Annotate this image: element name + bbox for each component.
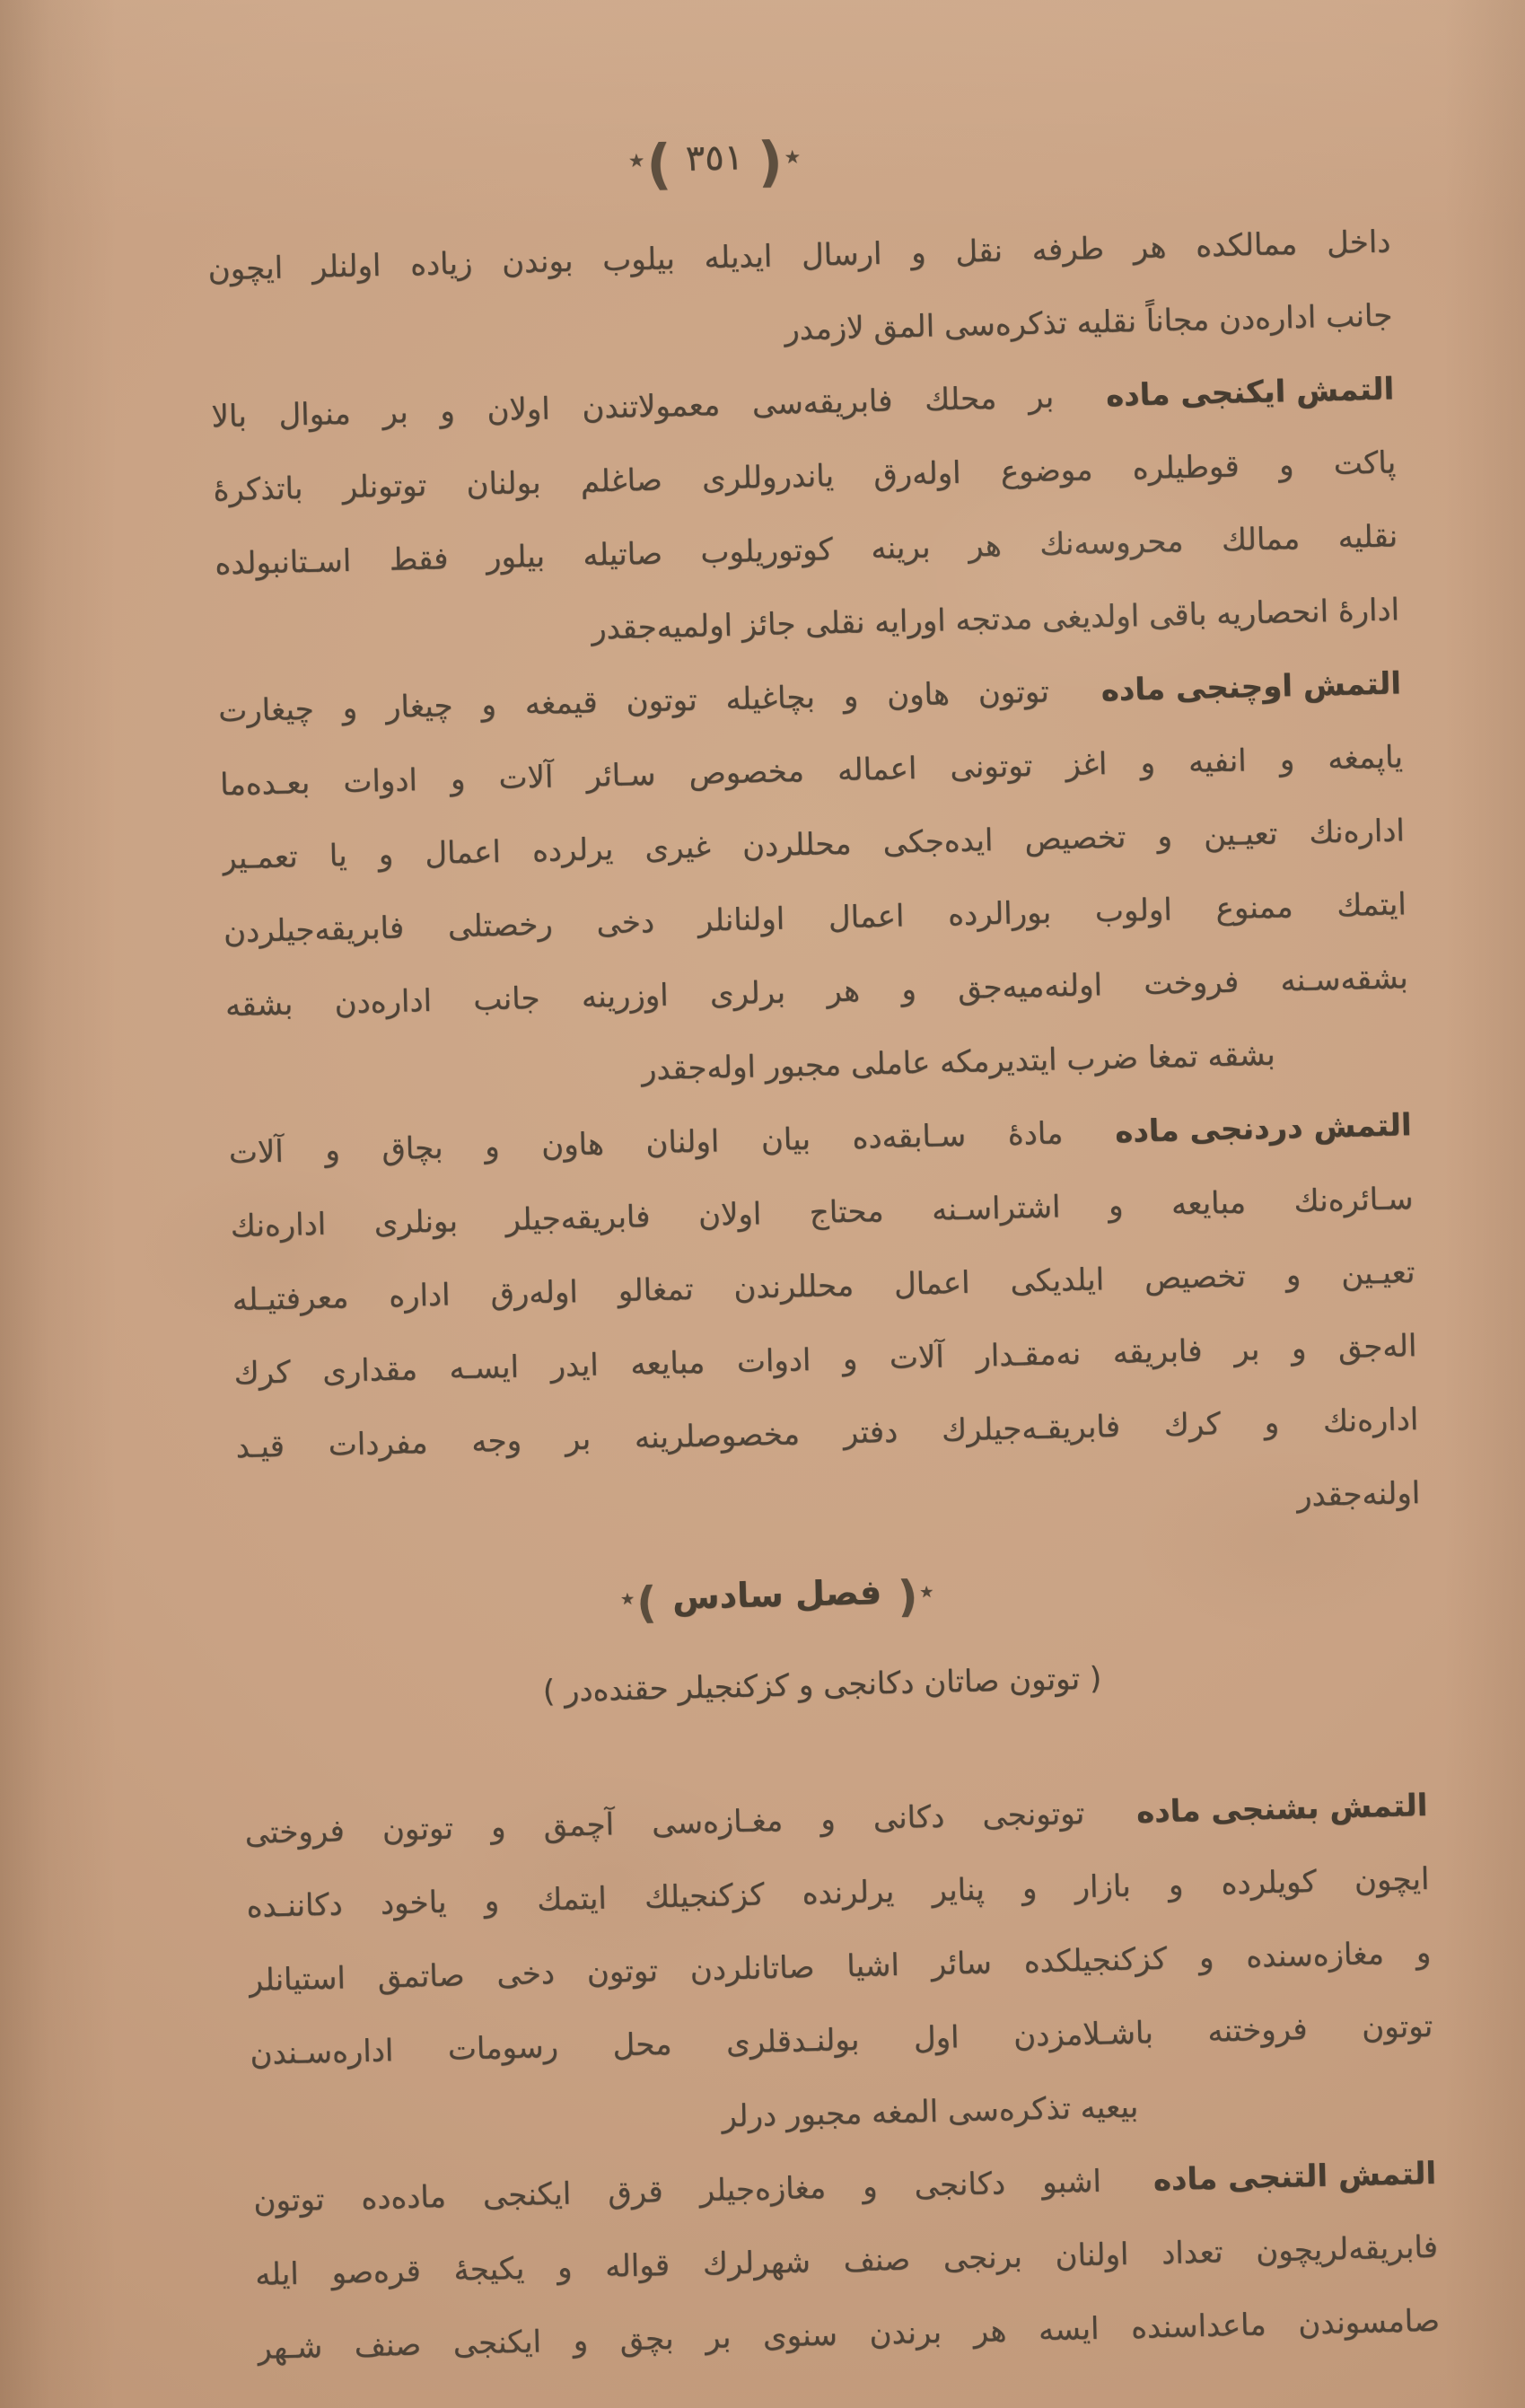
rosette-glyph: ٭ [619, 1582, 635, 1614]
text-line: و مغازه‌سنده و كزكنجیلكده سائر اشیا صاتانلردن توتون دخی صاتمق استیانلر [248, 1934, 1432, 1999]
text-line: بشقه تمغا ضرب ایتدیرمكه عاملی مجبور اوله‌جقدر [641, 1036, 1276, 1088]
text-line: داخل ممالكده هر طرفه نقل و ارسال ایدیله بیلوب بوندن زیاده اولنلر ایچون [207, 224, 1391, 288]
page-content [205, 110, 1441, 2385]
text-line: ایتمك ممنوع اولوب بورالرده اعمال اولنانلر دخی رخصتلی فابریقه‌جیلردن [223, 886, 1407, 951]
floral-ornament-left-icon [895, 1566, 934, 1622]
text-line: یاپمغه و انفیه و اغز توتونی اعماله مخصوص سـائر آلات و ادوات بعـده‌ما [219, 739, 1404, 804]
text-line: پاكت و قوطیلره موضوع اوله‌رق یاندروللری صاغلم بولنان توتونلر باتذكرهٔ [212, 444, 1397, 509]
article-label: التمش ایكنجی ماده [1105, 371, 1395, 414]
text-line: فابریقه‌لریچون تعداد اولنان برنجی صنف شهرلرك قواله و یكیجهٔ قره‌صو ایله [254, 2228, 1439, 2293]
article-label: التمش بشنجی ماده [1135, 1787, 1428, 1831]
article-body: توتون هاون و بچاغیله توتون قیمغه و چیغار و چیغارت [217, 673, 1050, 730]
floral-ornament-right-icon [627, 127, 674, 197]
curl-glyph: ( [757, 130, 784, 195]
curl-glyph: ) [635, 1578, 657, 1629]
text-line: اداره‌نك و كرك فابریقـه‌جیلرك دفتر مخصوصلرینه بر وجه مفردات قیـد [235, 1402, 1419, 1466]
page-number-header [122, 112, 1306, 205]
article-body: توتونجی دكانی و مغـازه‌سی آچمق و توتون فروختی [244, 1795, 1085, 1851]
rosette-glyph: ٭ [918, 1575, 934, 1607]
text-line: اله‌جق و بر فابریقه نه‌مقـدار آلات و ادوات مبایعه ایدر ایسـه مقداری كرك [233, 1328, 1417, 1393]
text-line: توتون فروختنه باشـلامزدن اول بولنـدقلری محل رسومات اداره‌سـندن [250, 2008, 1433, 2072]
page-number: ٣٥١ [685, 136, 744, 180]
text-line: بیعیه تذكره‌سی المغه مجبور درلر [721, 2088, 1139, 2135]
rosette-glyph: ٭ [784, 137, 802, 175]
curl-glyph: ) [645, 133, 672, 197]
article-label: التمش اوچنجی ماده [1100, 665, 1402, 709]
text-line: ایچون كویلرده و بازار و پنایر یرلرنده كزكنجیلك ایتمك و یاخود دكاننـده [246, 1860, 1430, 1925]
section-heading-text: فصل سادس [671, 1572, 882, 1617]
text-line: جانب اداره‌دن مجاناً نقلیه تذكره‌سی المق لازمدر [784, 297, 1393, 348]
section-heading [185, 1542, 1370, 1647]
section-subtitle: ( توتون صاتان دكانجی و كزكنجیلر حقنده‌در ) [542, 1660, 1102, 1710]
text-line: اولنه‌جقدر [1296, 1475, 1421, 1515]
text-line: تعیـین و تخصیص ایلدیكی اعمال محللرندن تمغالو اوله‌رق اداره معرفتیـله [232, 1254, 1415, 1319]
text-line: سـائره‌نك مبایعه و اشتراسـنه محتاج اولان فابریقه‌جیلر بونلری اداره‌نك [230, 1181, 1414, 1245]
text-line: نقلیه ممالك محروسه‌نك هر برینه كوتوریلوب صاتیله بیلور فقط اسـتانبولده [214, 518, 1398, 583]
article-label: التمش التنجی ماده [1153, 2155, 1437, 2199]
article-body: بر محلك فابریقه‌سی معمولاتندن اولان و بر منوال بالا [211, 379, 1055, 435]
floral-ornament-right-icon [619, 1572, 659, 1629]
rosette-glyph: ٭ [627, 141, 645, 179]
article-body: مادهٔ سـابقه‌ده بیان اولنان هاون و بچاق و آلات [228, 1115, 1064, 1172]
text-line: بشقه‌سـنه فروخت اولنه‌میه‌جق و هر برلری اوزرینه جانب اداره‌دن بشقه [224, 960, 1409, 1024]
text-line: صامسوندن ماعداسنده ایسه هر برندن سنوی بر بچق و ایكنجی صنف شـهر [256, 2302, 1441, 2367]
article-body: اشبو دكانجی و مغازه‌جیلر قرق ایكنجی ماده‌ده توتون [252, 2163, 1102, 2219]
text-line: ادارهٔ انحصاریه باقی اولدیغی مدتجه اورایه نقلی جائز اولمیه‌جقدر [591, 592, 1400, 647]
curl-glyph: ( [897, 1571, 918, 1622]
text-line: اداره‌نك تعیـین و تخصیص ایده‌جكی محللردن غیری یرلرده اعمال و یا تعمـیر [221, 813, 1406, 877]
article-label: التمش دردنجی ماده [1114, 1107, 1412, 1150]
floral-ornament-left-icon [755, 125, 802, 195]
